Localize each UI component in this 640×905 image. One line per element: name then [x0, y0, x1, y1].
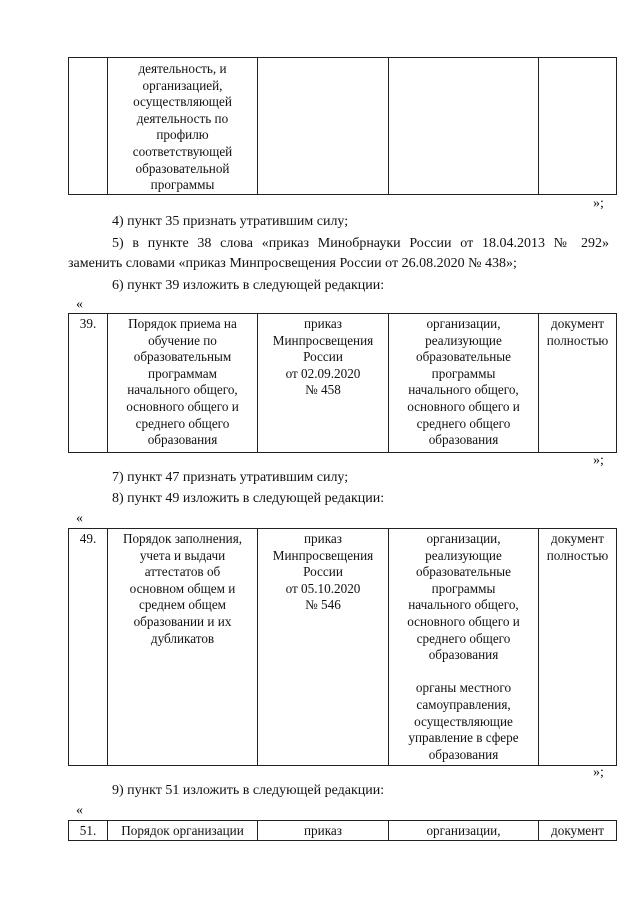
row-number: 51.: [69, 821, 108, 841]
closing-quote: »;: [593, 196, 604, 211]
paragraph-5-line-2: заменить словами «приказ Минпросвещения России от 26.08.2020 № 438»;: [68, 256, 517, 271]
paragraph-5-line-1: 5) в пункте 38 слова «приказ Минобрнауки России от 18.04.2013 № 292»: [112, 236, 609, 251]
cell-org: [389, 314, 539, 453]
table-row-39: [68, 313, 617, 453]
cell-line: полностью: [546, 547, 609, 563]
cell-line: среднего общего: [416, 630, 511, 646]
cell-line: соответствующей: [132, 143, 233, 159]
cell-scope: [539, 58, 617, 195]
paragraph-7: 7) пункт 47 признать утратившим силу;: [112, 470, 349, 485]
paragraph-9: 9) пункт 51 изложить в следующей редакции:: [112, 783, 385, 798]
table-continued-row: [68, 57, 617, 195]
cell-title: Порядок организации: [108, 821, 258, 841]
table-row: [69, 314, 617, 453]
cell-line: Порядок приема на: [128, 316, 237, 331]
cell-line: № 546: [305, 597, 341, 613]
cell-line: образовании и их: [133, 613, 232, 629]
cell-line: России: [303, 564, 343, 580]
cell-title: [108, 58, 258, 195]
cell-line: среднего общего: [135, 415, 230, 431]
cell-line: программы: [150, 177, 215, 193]
cell-line: образования: [428, 746, 499, 762]
cell-line: обучение по: [148, 332, 217, 348]
cell-line: основном общем и: [129, 580, 236, 596]
cell-line: организации,: [426, 316, 501, 331]
cell-line: начального общего,: [408, 597, 519, 613]
cell-act: [258, 314, 389, 453]
opening-quote: «: [76, 803, 83, 818]
cell-act: [258, 529, 389, 766]
cell-line: основного общего и: [407, 398, 520, 414]
cell-line: Минпросвещения: [272, 547, 374, 563]
cell-line: начального общего,: [127, 382, 238, 398]
cell-line: дубликатов: [150, 630, 215, 646]
cell-scope: [539, 529, 617, 766]
paragraph-6: 6) пункт 39 изложить в следующей редакции:: [112, 278, 385, 293]
table-row-51: [68, 820, 617, 841]
paragraph-8: 8) пункт 49 изложить в следующей редакции:: [112, 491, 385, 506]
cell-line: профилю: [156, 127, 209, 143]
cell-title: [108, 529, 258, 766]
closing-quote: »;: [593, 765, 604, 780]
cell-line: реализующие: [425, 332, 502, 348]
cell-line: организации,: [426, 531, 501, 546]
cell-line: образования: [428, 432, 499, 448]
row-number: 49.: [69, 529, 108, 766]
cell-line: образовательные: [415, 564, 512, 580]
cell-line: документ: [551, 316, 604, 331]
table-row: [69, 58, 617, 195]
cell-line: образовательной: [135, 160, 230, 176]
paragraph-4: 4) пункт 35 признать утратившим силу;: [112, 214, 349, 229]
cell-line: учета и выдачи: [139, 547, 226, 563]
cell-line: Порядок заполнения,: [122, 531, 243, 546]
cell-line: реализующие: [425, 547, 502, 563]
cell-gap: [391, 664, 536, 681]
cell-line: приказ: [304, 316, 342, 331]
cell-line: осуществляющие: [414, 713, 513, 729]
opening-quote: «: [76, 511, 83, 526]
cell-line: приказ: [304, 531, 342, 546]
cell-line: основного общего и: [407, 613, 520, 629]
cell-line: программы: [431, 580, 496, 596]
cell-line: основного общего и: [126, 398, 239, 414]
cell-line: деятельность, и: [138, 61, 227, 76]
cell-line: России: [303, 349, 343, 365]
cell-line: самоуправления,: [416, 696, 511, 712]
cell-line: начального общего,: [408, 382, 519, 398]
cell-line: среднем общем: [138, 597, 227, 613]
cell-line: осуществляющей: [133, 94, 232, 110]
cell-line: образовательные: [415, 349, 512, 365]
cell-line: образования: [147, 432, 218, 448]
cell-line: организацией,: [142, 77, 223, 93]
cell-line: управление в сфере: [408, 730, 519, 746]
cell-line: документ: [551, 531, 604, 546]
cell-line: Минпросвещения: [272, 332, 374, 348]
cell-line: от 02.09.2020: [285, 365, 361, 381]
cell-title: [108, 314, 258, 453]
cell-scope: [539, 314, 617, 453]
table-row: [69, 529, 617, 766]
cell-scope: документ: [539, 821, 617, 841]
cell-org: [389, 529, 539, 766]
cell-line: деятельность по: [136, 110, 229, 126]
closing-quote: »;: [593, 453, 604, 468]
cell-line: аттестатов об: [144, 564, 221, 580]
cell-line: органы местного: [415, 680, 512, 696]
table-row: [69, 821, 617, 841]
cell-line: полностью: [546, 332, 609, 348]
cell-line: образовательным: [133, 349, 232, 365]
row-number: 39.: [69, 314, 108, 453]
cell-line: среднего общего: [416, 415, 511, 431]
opening-quote: «: [76, 297, 83, 312]
cell-org: [389, 58, 539, 195]
cell-org: организации,: [389, 821, 539, 841]
cell-line: от 05.10.2020: [285, 580, 361, 596]
cell-line: программы: [431, 365, 496, 381]
cell-line: № 458: [305, 382, 341, 398]
cell-act: приказ: [258, 821, 389, 841]
table-row-49: [68, 528, 617, 766]
cell-line: программам: [148, 365, 217, 381]
cell-line: образования: [428, 647, 499, 663]
cell-num: [69, 58, 108, 195]
cell-act: [258, 58, 389, 195]
